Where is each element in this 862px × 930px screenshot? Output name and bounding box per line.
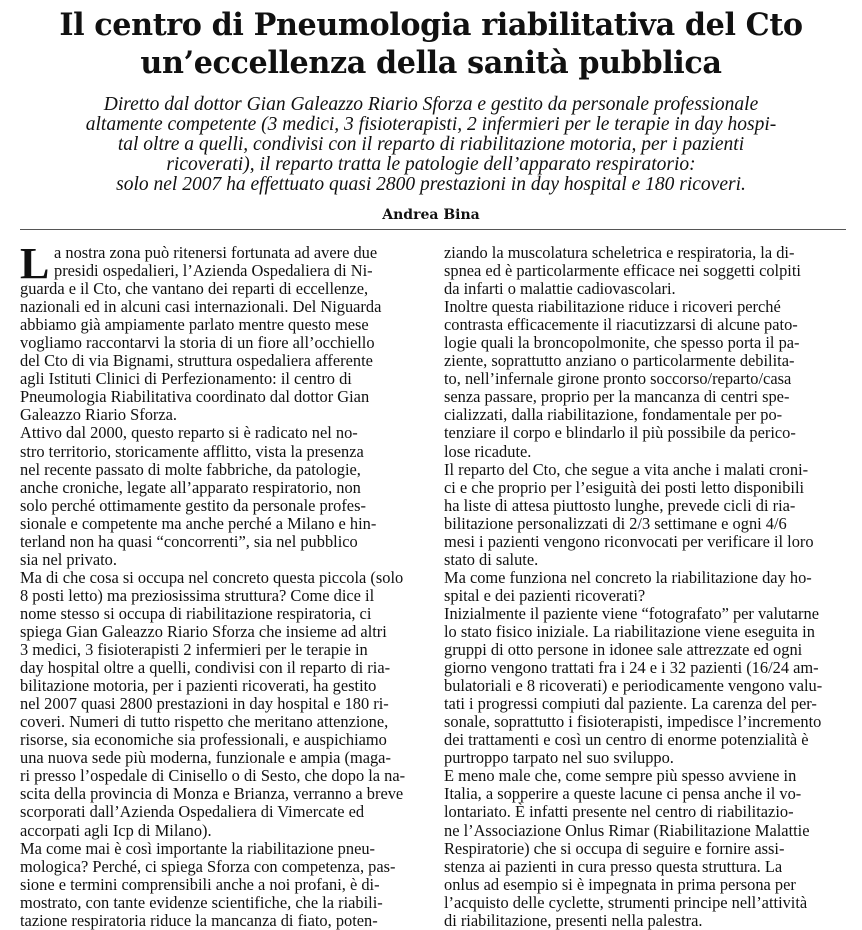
text-line: Il reparto del Cto, che segue a vita anche i malati croni-: [444, 459, 809, 479]
text-line: risorse, sia economiche sia professionali, e auspichiamo: [20, 730, 387, 750]
text-line: bilitazione motoria, per i pazienti ricoverati, ha gestito: [20, 676, 377, 696]
text-line: a nostra zona può ritenersi fortunata ad avere due: [54, 243, 378, 262]
text-line: Inoltre questa riabilitazione riduce i ricoveri perché: [444, 297, 781, 317]
text-line: Inizialmente il paziente viene “fotografato” per valutarne: [444, 603, 819, 623]
text-line: senza passare, proprio per la mancanza di centri spe-: [444, 387, 790, 407]
text-line: dei trattamenti e così un centro di enorme potenzialità è: [444, 730, 809, 750]
text-line: mesi i pazienti vengono riconvocati per verificare il loro: [444, 531, 814, 551]
text-line: ne l’Associazione Onlus Rimar (Riabilitazione Malattie: [444, 820, 810, 840]
text-line: mologica? Perché, ci spiega Sforza con competenza, pas-: [20, 856, 396, 876]
text-line: Respiratorie) che si occupa di seguire e fornire assi-: [444, 838, 785, 858]
text-line: del Cto di via Bignami, struttura ospedaliera afferente: [20, 351, 373, 371]
text-line: terland non ha quasi “concorrenti”, sia nel pubblico: [20, 531, 358, 551]
text-line: solo perché ottimamente gestito da personale profes-: [20, 495, 366, 515]
text-line: tazione respiratoria riduce la mancanza di fiato, poten-: [20, 910, 378, 930]
text-line: guarda e il Cto, che vantano dei reparti di eccellenze,: [20, 279, 369, 299]
subtitle-line: ricoverati), il reparto tratta le patologie dell’apparato respiratorio:: [166, 154, 696, 175]
text-line: sia nel privato.: [20, 549, 117, 569]
text-line: lontariato. È infatti presente nel centro di riabilitazio-: [444, 802, 794, 822]
text-line: lose ricadute.: [444, 441, 532, 461]
text-line: sione e termini comprensibili anche a noi profani, è di-: [20, 874, 380, 894]
text-line: cializzati, dalla riabilitazione, fondamentale per po-: [444, 405, 783, 425]
text-line: lo stato fisico iniziale. La riabilitazione viene eseguita in: [444, 621, 815, 641]
text-line: sionale e competente ma anche perché a Milano e hin-: [20, 513, 377, 533]
text-line: bilitazione personalizzati di 2/3 settimane e ogni 4/6: [444, 513, 787, 533]
text-line: accorpati agli Icp di Milano).: [20, 820, 212, 840]
text-line: Italia, a sopperire a queste lacune ci pensa anche il vo-: [444, 784, 802, 804]
article-column-right: [444, 244, 856, 930]
drop-cap: L: [20, 239, 50, 288]
text-line: 3 medici, 3 fisioterapisti 2 infermieri per le terapie in: [20, 640, 368, 660]
author-byline: Andrea Bina: [382, 207, 480, 223]
text-line: 8 posti letto) ma preziosissima struttura? Come dice il: [20, 585, 375, 605]
text-line: una nuova sede più moderna, funzionale e ampia (maga-: [20, 748, 391, 768]
text-line: coveri. Numeri di tutto rispetto che meritano attenzione,: [20, 712, 389, 732]
text-line: scita della provincia di Monza e Brianza, verranno a breve: [20, 784, 404, 804]
text-line: vogliamo raccontarvi la storia di un fiore all’occhiello: [20, 333, 375, 353]
text-line: scorporati dall’Azienda Ospedaliera di Vimercate ed: [20, 802, 365, 822]
text-line: presidi ospedalieri, l’Azienda Ospedaliera di Ni-: [54, 261, 373, 281]
text-line: agli Istituti Clinici di Perfezionamento: il centro di: [20, 369, 352, 389]
text-line: ci e che proprio per l’esiguità dei posti letto disponibili: [444, 477, 805, 497]
headline: [0, 6, 862, 82]
text-line: ri presso l’ospedale di Cinisello o di Sesto, che dopo la na-: [20, 766, 406, 786]
text-line: l’acquisto delle cyclette, strumenti principe nell’attività: [444, 892, 808, 912]
text-line: onlus ad esempio si è impegnata in prima persona per: [444, 874, 796, 894]
text-line: stro territorio, storicamente afflitto, vista la presenza: [20, 441, 364, 461]
text-line: contrasta efficacemente il riacutizzarsi di alcune pato-: [444, 315, 798, 335]
text-line: di riabilitazione, presenti nella palestra.: [444, 910, 703, 930]
text-line: logie quali la broncopolmonite, che spesso porta il pa-: [444, 333, 800, 353]
text-line: nel recente passato di molte fabbriche, da patologie,: [20, 459, 361, 479]
text-line: anche croniche, legate all’apparato respiratorio, non: [20, 477, 361, 497]
text-line: stenza ai pazienti in cura presso questa struttura. La: [444, 856, 783, 876]
text-line: day hospital oltre a quelli, condivisi con il reparto di ria-: [20, 658, 391, 678]
subtitle-line: solo nel 2007 ha effettuato quasi 2800 prestazioni in day hospital e 180 ricoveri.: [116, 174, 746, 195]
subtitle-line: Diretto dal dottor Gian Galeazzo Riario Sforza e gestito da personale professionale: [103, 94, 759, 115]
text-line: purtroppo tarpato nel suo sviluppo.: [444, 748, 674, 768]
text-line: tenziare il corpo e blindarlo il più possibile da perico-: [444, 423, 796, 443]
text-line: spnea ed è particolarmente efficace nei soggetti colpiti: [444, 261, 801, 281]
text-line: stato di salute.: [444, 549, 539, 569]
text-line: da infarti o malattie cadiovascolari.: [444, 279, 676, 299]
text-line: ziente, soprattutto anziano o particolarmente debilita-: [444, 351, 795, 371]
text-line: spital e dei pazienti ricoverati?: [444, 585, 646, 605]
subtitle: [30, 95, 832, 195]
headline-line: un’eccellenza della sanità pubblica: [140, 45, 722, 81]
text-line: ha liste di attesa piuttosto lunghe, prevede cicli di ria-: [444, 495, 796, 515]
text-line: nazionali ed in alcuni casi internazionali. Del Niguarda: [20, 297, 382, 317]
text-line: giorno vengono trattati fra i 24 e i 32 pazienti (16/24 am-: [444, 658, 819, 678]
text-line: tati i progressi compiuti dal paziente. La carenza del per-: [444, 694, 817, 714]
text-line: Pneumologia Riabilitativa coordinato dal dottor Gian: [20, 387, 370, 407]
text-line: Galeazzo Riario Sforza.: [20, 405, 177, 425]
text-line: gruppi di otto persone in idonee sale attrezzate ed ogni: [444, 640, 803, 660]
text-line: Ma di che cosa si occupa nel concreto questa piccola (solo: [20, 567, 404, 587]
text-line: spiega Gian Galeazzo Riario Sforza che insieme ad altri: [20, 621, 387, 641]
text-line: ziando la muscolatura scheletrica e respiratoria, la di-: [444, 243, 795, 262]
text-line: nome stesso si occupa di riabilitazione respiratoria, ci: [20, 603, 372, 623]
headline-line: Il centro di Pneumologia riabilitativa del Cto: [59, 7, 803, 43]
text-line: Attivo dal 2000, questo reparto si è radicato nel no-: [20, 423, 358, 443]
subtitle-line: altamente competente (3 medici, 3 fisioterapisti, 2 infermieri per le terapie in day hospi-: [85, 114, 777, 135]
text-line: sonale, soprattutto i fisioterapisti, impedisce l’incremento: [444, 712, 822, 732]
subtitle-line: tal oltre a quelli, condivisi con il reparto di riabilitazione motoria, per i pazienti: [117, 134, 745, 155]
text-line: bulatoriali e 8 ricoverati) e periodicamente vengono valu-: [444, 676, 823, 696]
text-line: mostrato, con tante evidenze scientifiche, che la riabili-: [20, 892, 383, 912]
text-line: to, nell’infernale girone pronto soccorso/reparto/casa: [444, 369, 792, 389]
text-line: E meno male che, come sempre più spesso avviene in: [444, 766, 797, 786]
text-line: nel 2007 quasi 2800 prestazioni in day hospital e 180 ri-: [20, 694, 389, 714]
text-line: abbiamo già ampiamente parlato mentre questo mese: [20, 315, 369, 335]
text-line: Ma come funziona nel concreto la riabilitazione day ho-: [444, 567, 812, 587]
divider: [20, 229, 846, 230]
text-line: Ma come mai è così importante la riabilitazione pneu-: [20, 838, 375, 858]
article-column-left: [20, 239, 430, 930]
